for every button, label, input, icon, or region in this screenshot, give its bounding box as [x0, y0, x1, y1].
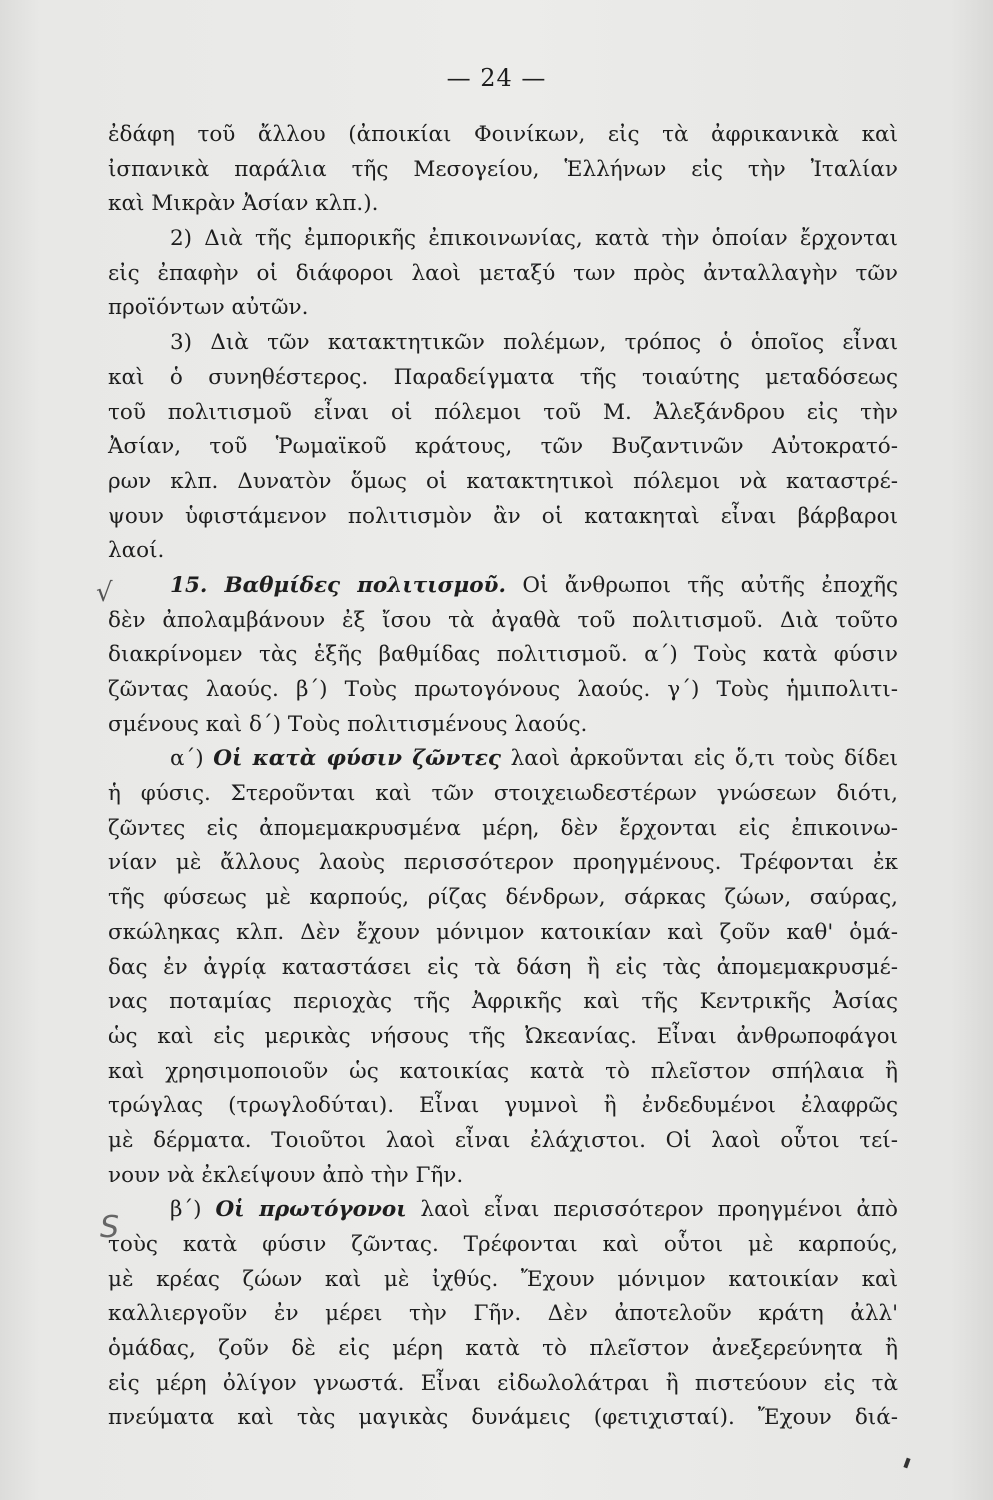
text-line: ζῶντας λαούς. β΄) Τοὺς πρωτογόνους λαούς. γ΄) Τοὺς ἡμιπολιτι- [108, 677, 898, 702]
alpha-first-rest: λαοὶ ἀρκοῦνται εἰς ὅ,τι τοὺς δίδει [501, 746, 898, 772]
text-line: ὁμάδας, ζοῦν δὲ εἰς μέρη κατὰ τὸ πλεῖστον ἀνεξερεύνητα ἢ [108, 1336, 898, 1362]
text-line: λαοί. [108, 538, 165, 564]
text-line: ἡ φύσις. Στεροῦνται καὶ τῶν στοιχειωδεστέρων γνώσεων διότι, [108, 781, 898, 807]
text-line: νουν νὰ ἐκλείψουν ἀπὸ τὴν Γῆν. [108, 1162, 464, 1188]
ink-speck [903, 1458, 910, 1469]
text-line: μὲ δέρματα. Τοιοῦτοι λαοὶ εἶναι ἐλάχιστοι. Οἱ λαοὶ οὗτοι τεί- [108, 1127, 898, 1153]
handwritten-s-mark: S [100, 1210, 120, 1245]
text-line: ὡς καὶ εἰς μερικὰς νήσους τῆς Ὠκεανίας. Εἶναι ἀνθρωποφάγοι [108, 1023, 898, 1049]
alpha-prefix: α΄) [170, 746, 214, 772]
text-line: 3) Διὰ τῶν κατακτητικῶν πολέμων, τρόπος ὁ ὁποῖος εἶναι [170, 330, 898, 356]
alpha-term: Οἱ κατὰ φύσιν ζῶντες [213, 746, 501, 772]
beta-term: Οἱ πρωτόγονοι [215, 1197, 407, 1223]
text-line: καὶ ὁ συνηθέστερος. Παραδείγματα τῆς τοιαύτης μεταδόσεως [108, 364, 898, 390]
text-line: νίαν μὲ ἄλλους λαοὺς περισσότερον προηγμένους. Τρέφονται ἐκ [108, 850, 898, 876]
text-line: Ἀσίαν, τοῦ Ῥωμαϊκοῦ κράτους, τῶν Βυζαντινῶν Αὐτοκρατό- [108, 434, 898, 460]
section-15-first-line [108, 569, 898, 604]
beta-first-line [108, 1193, 898, 1228]
page-number: — 24 — [446, 64, 547, 92]
text-line: 2) Διὰ τῆς ἐμπορικῆς ἐπικοινωνίας, κατὰ τὴν ὁποίαν ἔρχονται [170, 226, 898, 252]
beta-prefix: β΄) [170, 1197, 216, 1223]
text-line: ρων κλπ. Δυνατὸν ὅμως οἱ κατακτητικοὶ πόλεμοι νὰ καταστρέ- [108, 468, 898, 494]
text-line: μὲ κρέας ζώων καὶ μὲ ἰχθύς. Ἔχουν μόνιμον κατοικίαν καὶ [108, 1266, 898, 1292]
text-line: ψουν ὑφιστάμενον πολιτισμὸν ἂν οἱ κατακηταὶ εἶναι βάρβαροι [108, 503, 898, 529]
text-line: σκώληκας κλπ. Δὲν ἔχουν μόνιμον κατοικίαν καὶ ζοῦν καθ' ὁμά- [108, 919, 898, 945]
beta-first-rest: λαοὶ εἶναι περισσότερον προηγμένοι ἀπὸ [406, 1197, 898, 1223]
alpha-first-line [108, 742, 898, 777]
text-line: ζῶντες εἰς ἀπομεμακρυσμένα μέρη, δὲν ἔρχονται εἰς ἐπικοινω- [108, 815, 898, 841]
text-line: καὶ Μικρὰν Ἀσίαν κλπ.). [108, 191, 379, 217]
body-text [108, 118, 898, 1436]
text-line: εἰς μέρη ὀλίγον γνωστά. Εἶναι εἰδωλολάτραι ἢ πιστεύουν εἰς τὰ [108, 1370, 898, 1396]
text-line: καλλιεργοῦν ἐν μέρει τὴν Γῆν. Δὲν ἀποτελοῦν κράτη ἀλλ' [108, 1301, 898, 1327]
text-line: ἰσπανικὰ παράλια τῆς Μεσογείου, Ἑλλήνων εἰς τὴν Ἰταλίαν [108, 156, 898, 182]
text-line: διακρίνομεν τὰς ἑξῆς βαθμίδας πολιτισμοῦ. α΄) Τοὺς κατὰ φύσιν [108, 642, 898, 668]
text-line: τρώγλας (τρωγλοδύται). Εἶναι γυμνοὶ ἢ ἐνδεδυμένοι ἐλαφρῶς [108, 1093, 898, 1119]
text-line: νας ποταμίας περιοχὰς τῆς Ἀφρικῆς καὶ τῆς Κεντρικῆς Ἀσίας [108, 989, 898, 1015]
handwritten-check-mark: √ [96, 578, 113, 608]
text-line: καὶ χρησιμοποιοῦν ὡς κατοικίας κατὰ τὸ πλεῖστον σπήλαια ἢ [108, 1058, 898, 1084]
text-line: πνεύματα καὶ τὰς μαγικὰς δυνάμεις (φετιχισταί). Ἔχουν διά- [108, 1405, 898, 1431]
text-line: προϊόντων αὐτῶν. [108, 295, 309, 321]
section-15-heading: 15. Βαθμίδες πολιτισμοῦ. [170, 572, 506, 598]
text-line: τῆς φύσεως μὲ καρπούς, ρίζας δένδρων, σάρκας ζώων, σαύρας, [108, 885, 898, 911]
text-line: εἰς ἐπαφὴν οἱ διάφοροι λαοὶ μεταξύ των πρὸς ἀνταλλαγὴν τῶν [108, 260, 898, 286]
text-line: σμένους καὶ δ΄) Τοὺς πολιτισμένους λαούς. [108, 711, 588, 737]
text-line: τοὺς κατὰ φύσιν ζῶντας. Τρέφονται καὶ οὗτοι μὲ καρπούς, [108, 1232, 898, 1257]
text-line: ἐδάφη τοῦ ἄλλου (ἀποικίαι Φοινίκων, εἰς τὰ ἀφρικανικὰ καὶ [108, 122, 898, 147]
text-line: δας ἐν ἀγρίᾳ καταστάσει εἰς τὰ δάση ἢ εἰς τὰς ἀπομεμακρυσμέ- [108, 954, 898, 980]
text-line: δὲν ἀπολαμβάνουν ἐξ ἴσου τὰ ἀγαθὰ τοῦ πολιτισμοῦ. Διὰ τοῦτο [108, 607, 898, 633]
text-line: τοῦ πολιτισμοῦ εἶναι οἱ πόλεμοι τοῦ Μ. Ἀλεξάνδρου εἰς τὴν [108, 399, 898, 425]
section-15-first-rest: Οἱ ἄνθρωποι τῆς αὐτῆς ἐποχῆς [522, 572, 898, 598]
